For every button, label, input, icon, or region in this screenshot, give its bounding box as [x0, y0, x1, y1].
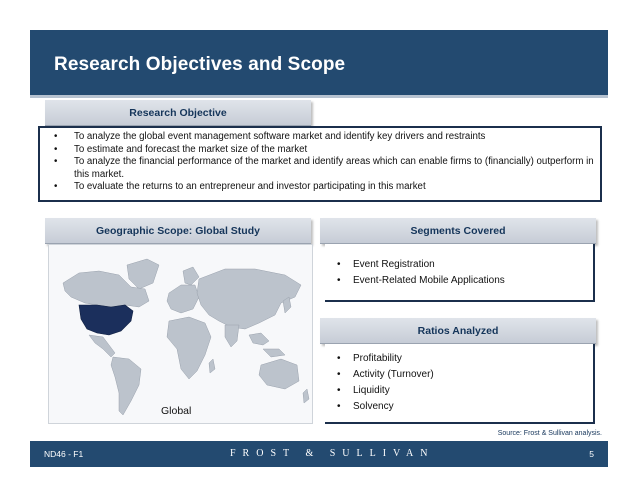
- map-label: Global: [161, 405, 192, 417]
- ratios-list-box: [325, 344, 595, 424]
- page-number: 5: [589, 449, 594, 459]
- objective-bullet: • To estimate and forecast the market size of the market: [54, 144, 600, 157]
- ratio-item: • Profitability: [337, 351, 593, 367]
- objective-bullet: • To analyze the financial performance of the market and identify areas which can enable firms to (financially) outperform in this market.: [54, 156, 600, 181]
- segments-covered-header: Segments Covered: [320, 218, 596, 244]
- slide-code: ND46 - F1: [44, 449, 84, 459]
- brand-logo: FROST & SULLIVAN: [230, 448, 435, 459]
- title-bar: [30, 30, 608, 98]
- ratios-analyzed-header: Ratios Analyzed: [320, 318, 596, 344]
- world-map: [48, 244, 313, 424]
- highlighted-region: [79, 305, 133, 335]
- geographic-scope-header: Geographic Scope: Global Study: [45, 218, 311, 244]
- world-map-graphic: [49, 245, 314, 425]
- source-note: Source: Frost & Sullivan analysis.: [497, 430, 602, 437]
- ratio-item: • Solvency: [337, 399, 593, 415]
- objective-bullet: • To analyze the global event management software market and identify key drivers and restraints: [54, 131, 600, 144]
- footer-bar: [30, 441, 608, 467]
- objective-bullet: • To evaluate the returns to an entrepreneur and investor participating in this market: [54, 181, 600, 194]
- research-objective-header: Research Objective: [45, 100, 311, 126]
- page-title: Research Objectives and Scope: [54, 54, 346, 75]
- research-objective-box: [38, 126, 602, 202]
- ratio-item: • Liquidity: [337, 383, 593, 399]
- ratio-item: • Activity (Turnover): [337, 367, 593, 383]
- segment-item: • Event-Related Mobile Applications: [337, 273, 593, 289]
- segments-list-box: [325, 244, 595, 302]
- segment-item: • Event Registration: [337, 257, 593, 273]
